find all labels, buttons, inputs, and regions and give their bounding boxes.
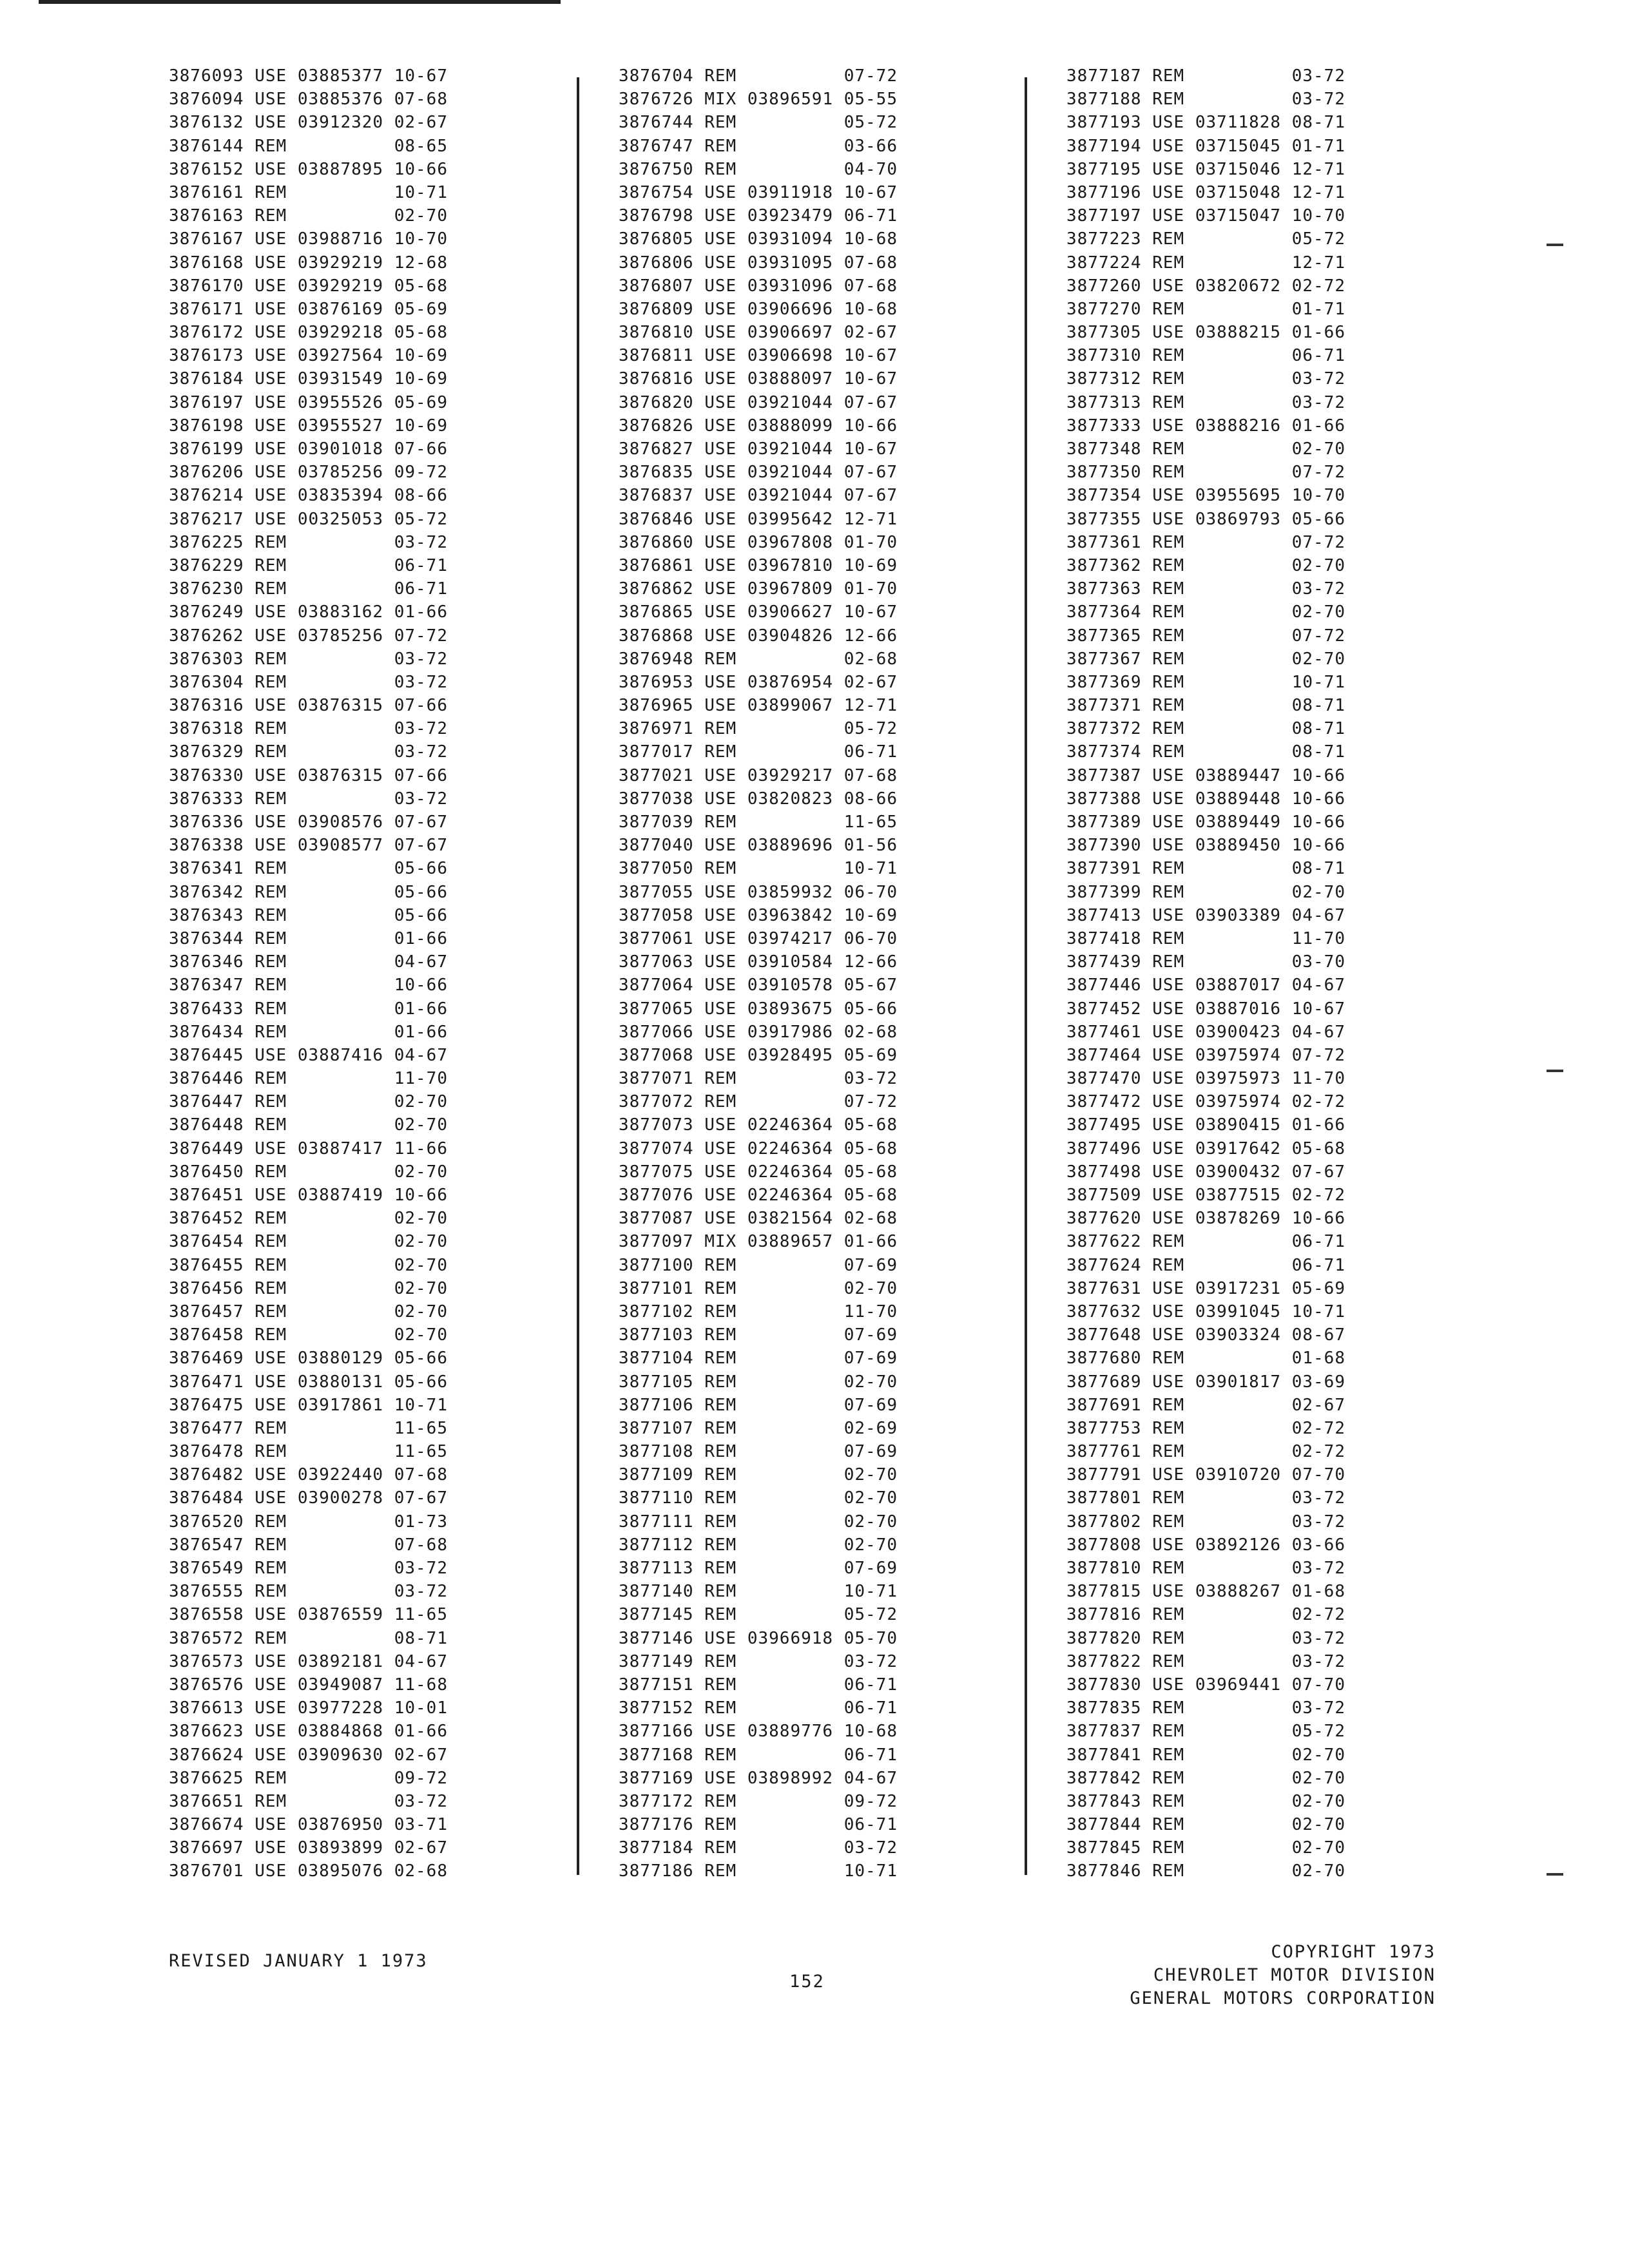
part-row: 3877350 REM 07-72: [1066, 463, 1345, 483]
part-row: 3877072 REM 07-72: [619, 1092, 898, 1112]
part-row: 3877632 USE 03991045 10-71: [1066, 1302, 1345, 1321]
part-row: 3877846 REM 02-70: [1066, 1861, 1345, 1881]
part-row: 3877624 REM 06-71: [1066, 1255, 1345, 1275]
part-row: 3876342 REM 05-66: [169, 882, 448, 902]
part-row: 3877313 REM 03-72: [1066, 392, 1345, 412]
part-row: 3876217 USE 00325053 05-72: [169, 509, 448, 529]
part-row: 3877390 USE 03889450 10-66: [1066, 836, 1345, 856]
part-row: 3876163 REM 02-70: [169, 206, 448, 226]
part-row: 3876805 USE 03931094 10-68: [619, 229, 898, 249]
part-row: 3877371 REM 08-71: [1066, 696, 1345, 716]
part-row: 3877835 REM 03-72: [1066, 1698, 1345, 1718]
part-row: 3877063 USE 03910584 12-66: [619, 952, 898, 972]
part-row: 3877188 REM 03-72: [1066, 90, 1345, 110]
part-row: 3877073 USE 02246364 05-68: [619, 1115, 898, 1135]
part-row: 3876173 USE 03927564 10-69: [169, 346, 448, 366]
parts-column-2: [619, 64, 898, 1883]
part-row: 3876329 REM 03-72: [169, 742, 448, 762]
part-row: 3877100 REM 07-69: [619, 1255, 898, 1275]
part-row: 3877689 USE 03901817 03-69: [1066, 1372, 1345, 1392]
part-row: 3877355 USE 03869793 05-66: [1066, 509, 1345, 529]
part-row: 3877017 REM 06-71: [619, 742, 898, 762]
part-row: 3876674 USE 03876950 03-71: [169, 1815, 448, 1835]
part-row: 3877753 REM 02-72: [1066, 1418, 1345, 1438]
part-row: 3876971 REM 05-72: [619, 719, 898, 739]
page-number: 152: [789, 1972, 825, 1992]
part-row: 3876094 USE 03885376 07-68: [169, 90, 448, 110]
part-row: 3876704 REM 07-72: [619, 66, 898, 86]
part-row: 3876482 USE 03922440 07-68: [169, 1465, 448, 1485]
part-row: 3876754 USE 03911918 10-67: [619, 182, 898, 202]
part-row: 3877187 REM 03-72: [1066, 66, 1345, 86]
part-row: 3876861 USE 03967810 10-69: [619, 555, 898, 575]
part-row: 3876549 REM 03-72: [169, 1559, 448, 1578]
part-row: 3877310 REM 06-71: [1066, 346, 1345, 366]
part-row: 3877464 USE 03975974 07-72: [1066, 1045, 1345, 1065]
part-row: 3877470 USE 03975973 11-70: [1066, 1069, 1345, 1089]
part-row: 3876624 USE 03909630 02-67: [169, 1745, 448, 1765]
part-row: 3877844 REM 02-70: [1066, 1815, 1345, 1835]
part-row: 3876965 USE 03899067 12-71: [619, 696, 898, 716]
part-row: 3876846 USE 03995642 12-71: [619, 509, 898, 529]
part-row: 3876837 USE 03921044 07-67: [619, 486, 898, 506]
part-row: 3877152 REM 06-71: [619, 1698, 898, 1718]
part-row: 3876469 USE 03880129 05-66: [169, 1349, 448, 1369]
part-row: 3877105 REM 02-70: [619, 1372, 898, 1392]
part-row: 3877074 USE 02246364 05-68: [619, 1139, 898, 1158]
part-row: 3876132 USE 03912320 02-67: [169, 113, 448, 133]
part-row: 3877110 REM 02-70: [619, 1488, 898, 1508]
part-row: 3877071 REM 03-72: [619, 1069, 898, 1089]
part-row: 3876455 REM 02-70: [169, 1255, 448, 1275]
part-row: 3877107 REM 02-69: [619, 1418, 898, 1438]
part-row: 3877841 REM 02-70: [1066, 1745, 1345, 1765]
part-row: 3876144 REM 08-65: [169, 136, 448, 156]
part-row: 3877260 USE 03820672 02-72: [1066, 276, 1345, 296]
part-row: 3876651 REM 03-72: [169, 1791, 448, 1811]
part-row: 3876249 USE 03883162 01-66: [169, 602, 448, 622]
corporation-line: GENERAL MOTORS CORPORATION: [1130, 1988, 1436, 2008]
part-row: 3876303 REM 03-72: [169, 649, 448, 669]
column-divider-1: [577, 77, 579, 1875]
part-row: 3876184 USE 03931549 10-69: [169, 369, 448, 389]
part-row: 3877365 REM 07-72: [1066, 626, 1345, 646]
part-row: 3877184 REM 03-72: [619, 1838, 898, 1858]
part-row: 3876697 USE 03893899 02-67: [169, 1838, 448, 1858]
part-row: 3877413 USE 03903389 04-67: [1066, 905, 1345, 925]
part-row: 3876336 USE 03908576 07-67: [169, 812, 448, 832]
part-row: 3876798 USE 03923479 06-71: [619, 206, 898, 226]
part-row: 3877076 USE 02246364 05-68: [619, 1186, 898, 1205]
part-row: 3876161 REM 10-71: [169, 182, 448, 202]
part-row: 3876478 REM 11-65: [169, 1442, 448, 1462]
part-row: 3877496 USE 03917642 05-68: [1066, 1139, 1345, 1158]
part-row: 3876810 USE 03906697 02-67: [619, 323, 898, 343]
part-row: 3876304 REM 03-72: [169, 672, 448, 692]
part-row: 3876806 USE 03931095 07-68: [619, 253, 898, 273]
part-row: 3876346 REM 04-67: [169, 952, 448, 972]
part-row: 3877363 REM 03-72: [1066, 579, 1345, 599]
part-row: 3876093 USE 03885377 10-67: [169, 66, 448, 86]
part-row: 3877631 USE 03917231 05-69: [1066, 1278, 1345, 1298]
part-row: 3876576 USE 03949087 11-68: [169, 1675, 448, 1695]
part-row: 3877680 REM 01-68: [1066, 1349, 1345, 1369]
parts-column-1: [169, 64, 448, 1883]
part-row: 3876167 USE 03988716 10-70: [169, 229, 448, 249]
part-row: 3877439 REM 03-70: [1066, 952, 1345, 972]
copyright-block: [1130, 1941, 1436, 2010]
part-row: 3876449 USE 03887417 11-66: [169, 1139, 448, 1158]
part-row: 3877168 REM 06-71: [619, 1745, 898, 1765]
part-row: 3877498 USE 03900432 07-67: [1066, 1162, 1345, 1182]
part-row: 3877097 MIX 03889657 01-66: [619, 1232, 898, 1252]
part-row: 3876451 USE 03887419 10-66: [169, 1186, 448, 1205]
part-row: 3876826 USE 03888099 10-66: [619, 416, 898, 436]
part-row: 3877509 USE 03877515 02-72: [1066, 1186, 1345, 1205]
part-row: 3877362 REM 02-70: [1066, 555, 1345, 575]
part-row: 3877064 USE 03910578 05-67: [619, 975, 898, 995]
part-row: 3876452 REM 02-70: [169, 1209, 448, 1229]
part-row: 3876458 REM 02-70: [169, 1325, 448, 1345]
column-divider-2: [1025, 77, 1027, 1875]
part-row: 3876471 USE 03880131 05-66: [169, 1372, 448, 1392]
part-row: 3877058 USE 03963842 10-69: [619, 905, 898, 925]
part-row: 3877146 USE 03966918 05-70: [619, 1628, 898, 1648]
part-row: 3876338 USE 03908577 07-67: [169, 836, 448, 856]
part-row: 3876811 USE 03906698 10-67: [619, 346, 898, 366]
part-row: 3876558 USE 03876559 11-65: [169, 1605, 448, 1625]
part-row: 3876214 USE 03835394 08-66: [169, 486, 448, 506]
part-row: 3877055 USE 03859932 06-70: [619, 882, 898, 902]
part-row: 3877270 REM 01-71: [1066, 299, 1345, 319]
part-row: 3876750 REM 04-70: [619, 159, 898, 179]
part-row: 3876520 REM 01-73: [169, 1512, 448, 1532]
part-row: 3877224 REM 12-71: [1066, 253, 1345, 273]
part-row: 3876343 REM 05-66: [169, 905, 448, 925]
part-row: 3876623 USE 03884868 01-66: [169, 1722, 448, 1742]
part-row: 3877399 REM 02-70: [1066, 882, 1345, 902]
part-row: 3876948 REM 02-68: [619, 649, 898, 669]
part-row: 3876230 REM 06-71: [169, 579, 448, 599]
part-row: 3877166 USE 03889776 10-68: [619, 1722, 898, 1742]
part-row: 3876171 USE 03876169 05-69: [169, 299, 448, 319]
part-row: 3876573 USE 03892181 04-67: [169, 1651, 448, 1671]
part-row: 3876262 USE 03785256 07-72: [169, 626, 448, 646]
part-row: 3877820 REM 03-72: [1066, 1628, 1345, 1648]
part-row: 3877620 USE 03878269 10-66: [1066, 1209, 1345, 1229]
part-row: 3876816 USE 03888097 10-67: [619, 369, 898, 389]
part-row: 3877111 REM 02-70: [619, 1512, 898, 1532]
part-row: 3877061 USE 03974217 06-70: [619, 928, 898, 948]
part-row: 3876835 USE 03921044 07-67: [619, 463, 898, 483]
part-row: 3877065 USE 03893675 05-66: [619, 999, 898, 1019]
part-row: 3877495 USE 03890415 01-66: [1066, 1115, 1345, 1135]
part-row: 3876477 REM 11-65: [169, 1418, 448, 1438]
part-row: 3877810 REM 03-72: [1066, 1559, 1345, 1578]
part-row: 3877842 REM 02-70: [1066, 1768, 1345, 1788]
part-row: 3876330 USE 03876315 07-66: [169, 765, 448, 785]
part-row: 3876197 USE 03955526 05-69: [169, 392, 448, 412]
part-row: 3877830 USE 03969441 07-70: [1066, 1675, 1345, 1695]
part-row: 3877151 REM 06-71: [619, 1675, 898, 1695]
part-row: 3877195 USE 03715046 12-71: [1066, 159, 1345, 179]
part-row: 3877801 REM 03-72: [1066, 1488, 1345, 1508]
part-row: 3876809 USE 03906696 10-68: [619, 299, 898, 319]
part-row: 3877391 REM 08-71: [1066, 859, 1345, 879]
part-row: 3877087 USE 03821564 02-68: [619, 1209, 898, 1229]
part-row: 3877372 REM 08-71: [1066, 719, 1345, 739]
part-row: 3876206 USE 03785256 09-72: [169, 463, 448, 483]
copyright-line: COPYRIGHT 1973: [1271, 1942, 1436, 1962]
part-row: 3877305 USE 03888215 01-66: [1066, 323, 1345, 343]
part-row: 3876475 USE 03917861 10-71: [169, 1395, 448, 1415]
part-row: 3876316 USE 03876315 07-66: [169, 696, 448, 716]
part-row: 3877196 USE 03715048 12-71: [1066, 182, 1345, 202]
part-row: 3876953 USE 03876954 02-67: [619, 672, 898, 692]
part-row: 3877140 REM 10-71: [619, 1582, 898, 1602]
part-row: 3876701 USE 03895076 02-68: [169, 1861, 448, 1881]
part-row: 3876484 USE 03900278 07-67: [169, 1488, 448, 1508]
part-row: 3877333 USE 03888216 01-66: [1066, 416, 1345, 436]
part-row: 3877389 USE 03889449 10-66: [1066, 812, 1345, 832]
part-row: 3877369 REM 10-71: [1066, 672, 1345, 692]
part-row: 3877808 USE 03892126 03-66: [1066, 1535, 1345, 1555]
part-row: 3877837 REM 05-72: [1066, 1722, 1345, 1742]
part-row: 3876625 REM 09-72: [169, 1768, 448, 1788]
part-row: 3877145 REM 05-72: [619, 1605, 898, 1625]
part-row: 3877472 USE 03975974 02-72: [1066, 1092, 1345, 1112]
part-row: 3877103 REM 07-69: [619, 1325, 898, 1345]
part-row: 3877843 REM 02-70: [1066, 1791, 1345, 1811]
part-row: 3877223 REM 05-72: [1066, 229, 1345, 249]
part-row: 3876820 USE 03921044 07-67: [619, 392, 898, 412]
part-row: 3876333 REM 03-72: [169, 789, 448, 809]
part-row: 3877461 USE 03900423 04-67: [1066, 1022, 1345, 1042]
part-row: 3877802 REM 03-72: [1066, 1512, 1345, 1532]
part-row: 3876447 REM 02-70: [169, 1092, 448, 1112]
part-row: 3877194 USE 03715045 01-71: [1066, 136, 1345, 156]
part-row: 3877104 REM 07-69: [619, 1349, 898, 1369]
part-row: 3877761 REM 02-72: [1066, 1442, 1345, 1462]
part-row: 3877197 USE 03715047 10-70: [1066, 206, 1345, 226]
part-row: 3877102 REM 11-70: [619, 1302, 898, 1321]
part-row: 3877149 REM 03-72: [619, 1651, 898, 1671]
part-row: 3877112 REM 02-70: [619, 1535, 898, 1555]
part-row: 3877021 USE 03929217 07-68: [619, 765, 898, 785]
part-row: 3876456 REM 02-70: [169, 1278, 448, 1298]
part-row: 3876862 USE 03967809 01-70: [619, 579, 898, 599]
part-row: 3877361 REM 07-72: [1066, 532, 1345, 552]
part-row: 3877388 USE 03889448 10-66: [1066, 789, 1345, 809]
part-row: 3876807 USE 03931096 07-68: [619, 276, 898, 296]
part-row: 3876168 USE 03929219 12-68: [169, 253, 448, 273]
part-row: 3877108 REM 07-69: [619, 1442, 898, 1462]
part-row: 3877354 USE 03955695 10-70: [1066, 486, 1345, 506]
part-row: 3877815 USE 03888267 01-68: [1066, 1582, 1345, 1602]
part-row: 3876198 USE 03955527 10-69: [169, 416, 448, 436]
part-row: 3876225 REM 03-72: [169, 532, 448, 552]
part-row: 3877791 USE 03910720 07-70: [1066, 1465, 1345, 1485]
part-row: 3877845 REM 02-70: [1066, 1838, 1345, 1858]
part-row: 3877050 REM 10-71: [619, 859, 898, 879]
part-row: 3876347 REM 10-66: [169, 975, 448, 995]
top-rule: [39, 0, 561, 4]
part-row: 3876865 USE 03906627 10-67: [619, 602, 898, 622]
part-row: 3876172 USE 03929218 05-68: [169, 323, 448, 343]
revised-date: REVISED JANUARY 1 1973: [169, 1951, 428, 1971]
part-row: 3877622 REM 06-71: [1066, 1232, 1345, 1252]
part-row: 3877312 REM 03-72: [1066, 369, 1345, 389]
part-row: 3876448 REM 02-70: [169, 1115, 448, 1135]
part-row: 3876555 REM 03-72: [169, 1582, 448, 1602]
part-row: 3877040 USE 03889696 01-56: [619, 836, 898, 856]
part-row: 3877387 USE 03889447 10-66: [1066, 765, 1345, 785]
part-row: 3876613 USE 03977228 10-01: [169, 1698, 448, 1718]
part-row: 3877367 REM 02-70: [1066, 649, 1345, 669]
part-row: 3876434 REM 01-66: [169, 1022, 448, 1042]
part-row: 3877113 REM 07-69: [619, 1559, 898, 1578]
part-row: 3876860 USE 03967808 01-70: [619, 532, 898, 552]
part-row: 3877109 REM 02-70: [619, 1465, 898, 1485]
division-line: CHEVROLET MOTOR DIVISION: [1153, 1965, 1436, 1985]
part-row: 3877186 REM 10-71: [619, 1861, 898, 1881]
part-row: 3877446 USE 03887017 04-67: [1066, 975, 1345, 995]
part-row: 3876747 REM 03-66: [619, 136, 898, 156]
part-row: 3877648 USE 03903324 08-67: [1066, 1325, 1345, 1345]
part-row: 3877039 REM 11-65: [619, 812, 898, 832]
part-row: 3876547 REM 07-68: [169, 1535, 448, 1555]
part-row: 3877348 REM 02-70: [1066, 439, 1345, 459]
part-row: 3877364 REM 02-70: [1066, 602, 1345, 622]
part-row: 3876572 REM 08-71: [169, 1628, 448, 1648]
part-row: 3877418 REM 11-70: [1066, 928, 1345, 948]
part-row: 3877172 REM 09-72: [619, 1791, 898, 1811]
margin-mark-2: [1547, 1070, 1563, 1072]
part-row: 3877169 USE 03898992 04-67: [619, 1768, 898, 1788]
part-row: 3877075 USE 02246364 05-68: [619, 1162, 898, 1182]
part-row: 3877068 USE 03928495 05-69: [619, 1045, 898, 1065]
part-row: 3876170 USE 03929219 05-68: [169, 276, 448, 296]
part-row: 3876446 REM 11-70: [169, 1069, 448, 1089]
part-row: 3877176 REM 06-71: [619, 1815, 898, 1835]
part-row: 3877193 USE 03711828 08-71: [1066, 113, 1345, 133]
part-row: 3876433 REM 01-66: [169, 999, 448, 1019]
part-row: 3876450 REM 02-70: [169, 1162, 448, 1182]
part-row: 3876827 USE 03921044 10-67: [619, 439, 898, 459]
part-row: 3876152 USE 03887895 10-66: [169, 159, 448, 179]
part-row: 3877066 USE 03917986 02-68: [619, 1022, 898, 1042]
part-row: 3877038 USE 03820823 08-66: [619, 789, 898, 809]
part-row: 3876229 REM 06-71: [169, 555, 448, 575]
part-row: 3877452 USE 03887016 10-67: [1066, 999, 1345, 1019]
part-row: 3877691 REM 02-67: [1066, 1395, 1345, 1415]
part-row: 3877374 REM 08-71: [1066, 742, 1345, 762]
parts-column-3: [1066, 64, 1345, 1883]
part-row: 3876744 REM 05-72: [619, 113, 898, 133]
part-row: 3876726 MIX 03896591 05-55: [619, 90, 898, 110]
part-row: 3877816 REM 02-72: [1066, 1605, 1345, 1625]
part-row: 3876199 USE 03901018 07-66: [169, 439, 448, 459]
margin-mark-1: [1547, 244, 1563, 246]
part-row: 3876868 USE 03904826 12-66: [619, 626, 898, 646]
part-row: 3877106 REM 07-69: [619, 1395, 898, 1415]
part-row: 3876454 REM 02-70: [169, 1232, 448, 1252]
part-row: 3876445 USE 03887416 04-67: [169, 1045, 448, 1065]
margin-mark-3: [1547, 1873, 1563, 1876]
part-row: 3876341 REM 05-66: [169, 859, 448, 879]
part-row: 3876457 REM 02-70: [169, 1302, 448, 1321]
part-row: 3876318 REM 03-72: [169, 719, 448, 739]
part-row: 3877101 REM 02-70: [619, 1278, 898, 1298]
part-row: 3876344 REM 01-66: [169, 928, 448, 948]
part-row: 3877822 REM 03-72: [1066, 1651, 1345, 1671]
